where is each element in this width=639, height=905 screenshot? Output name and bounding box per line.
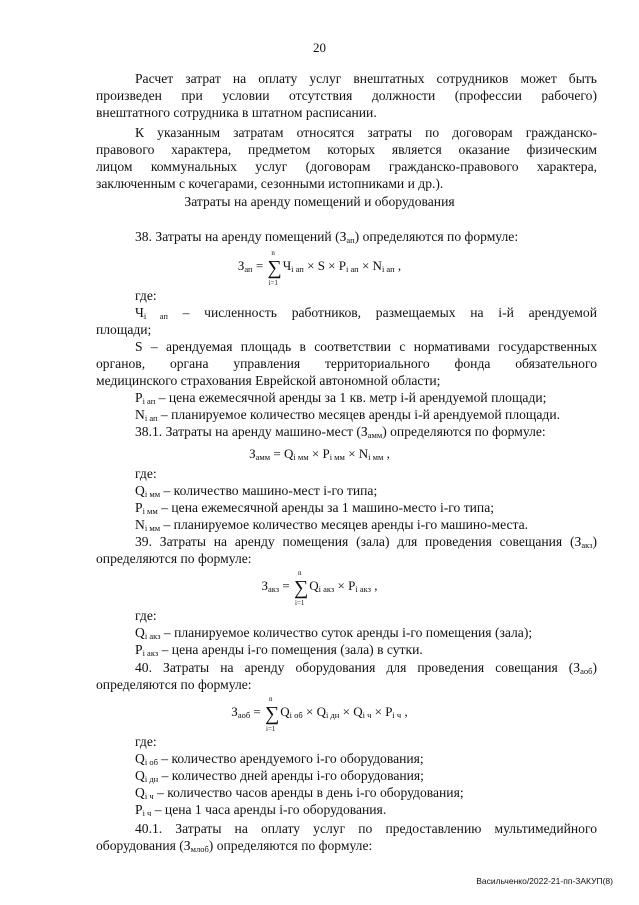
- definition-line: $Q_{i дн}$ – количество дней аренды i-го оборудования;: [135, 768, 424, 784]
- definition-line: органов, органа управления территориального фонда обязательного: [96, 356, 597, 371]
- paragraph-line: определяются по формуле:: [96, 677, 252, 692]
- formula-40: $З_{аоб}$ = ∑ n i=1 $Q_{i об} \times Q_{i дн} \times Q_{i ч} \times P_{i ч}$ ,: [231, 695, 408, 733]
- sum-symbol: ∑ n i=1: [267, 249, 282, 287]
- paragraph-line: произведен при условии отсутствия должности (профессии рабочего): [96, 88, 597, 103]
- paragraph-line: заключенным с кочегарами, сезонными истопниками и др.).: [96, 176, 444, 191]
- formula-38-1: $З_{амм} = Q_{i мм} \times P_{i мм} \times N_{i мм}$ ,: [249, 446, 390, 462]
- definition-line: S – арендуемая площадь в соответствии с нормативами государственных: [135, 339, 597, 354]
- formula-38: $З_{ап}$ = ∑ n i=1 $Ч_{i ап} \times S \times P_{i ап} \times N_{i ап}$ ,: [237, 249, 402, 287]
- formula-39: $З_{акз}$ = ∑ n i=1 $Q_{i акз} \times P_{i акз}$ ,: [261, 569, 378, 607]
- paragraph-38-heading: 38. Затраты на аренду помещений $(З_{ап})$ определяются по формуле:: [135, 229, 519, 245]
- sum-symbol: ∑ n i=1: [294, 569, 309, 607]
- definition-line: $Q_{i ч}$ – количество часов аренды в день i-го оборудования;: [135, 785, 464, 801]
- paragraph-line: оборудования $(З_{млоб})$ определяются по формуле:: [96, 838, 373, 854]
- definition-line: $P_{i ап}$ – цена ежемесячной аренды за 1 кв. метр i-й арендуемой площади;: [135, 390, 547, 406]
- definition-line: $Q_{i мм}$ – количество машино-мест i-го типа;: [135, 483, 378, 499]
- definition-line: $Q_{i об}$ – количество арендуемого i-го оборудования;: [135, 751, 424, 767]
- sum-symbol: ∑ n i=1: [265, 695, 280, 733]
- where-label: где:: [135, 734, 157, 749]
- paragraph-line: Расчет затрат на оплату услуг внештатных сотрудников может быть: [135, 71, 597, 86]
- paragraph-line: К указанным затратам относятся затраты по договорам гражданско-: [135, 125, 597, 140]
- definition-line: $P_{i ч}$ – цена 1 часа аренды i-го оборудования.: [135, 802, 387, 818]
- definition-line: $Ч_{i ап}$ – численность работников, размещаемых на i-й арендуемой: [135, 305, 597, 321]
- paragraph-line: правового характера, предметом которых является оказание физическим: [96, 142, 597, 157]
- definition-line: медицинского страхования Еврейской автономной области;: [96, 373, 441, 388]
- page-number: 20: [313, 40, 326, 55]
- definition-line: $P_{i мм}$ – цена ежемесячной аренды за 1 машино-место i-го типа;: [135, 500, 495, 516]
- definition-line: $N_{i мм}$ – планируемое количество месяцев аренды i-го машино-места.: [135, 517, 529, 533]
- paragraph-40-1-heading: 40.1. Затраты на оплату услуг по предоставлению мультимедийного: [135, 821, 597, 836]
- paragraph-line: лицом коммунальных услуг (договорам гражданско-правового характера,: [96, 159, 597, 174]
- paragraph-line: внештатного сотрудника в штатном расписании.: [96, 105, 377, 120]
- paragraph-40-heading: 40. Затраты на аренду оборудования для проведения совещания $(З_{аоб})$: [135, 660, 597, 676]
- definition-line: $N_{i ап}$ – планируемое количество месяцев аренды i-й арендуемой площади.: [135, 407, 561, 423]
- definition-line: $P_{i акз}$ – цена аренды i-го помещения (зала) в сутки.: [135, 642, 423, 658]
- paragraph-line: определяются по формуле:: [96, 551, 252, 566]
- definition-line: $Q_{i акз}$ – планируемое количество суток аренды i-го помещения (зала);: [135, 625, 533, 641]
- paragraph-39-heading: 39. Затраты на аренду помещения (зала) для проведения совещания $(З_{акз})$: [135, 534, 597, 550]
- where-label: где:: [135, 288, 157, 303]
- where-label: где:: [135, 466, 157, 481]
- section-title: Затраты на аренду помещений и оборудования: [184, 194, 455, 209]
- document-footer-id: Васильченко/2022-21-пп-ЗАКУП(8): [476, 876, 613, 886]
- paragraph-38-1-heading: 38.1. Затраты на аренду машино-мест $(З_{амм})$ определяются по формуле:: [135, 424, 546, 440]
- definition-line: площади;: [96, 322, 152, 337]
- where-label: где:: [135, 608, 157, 623]
